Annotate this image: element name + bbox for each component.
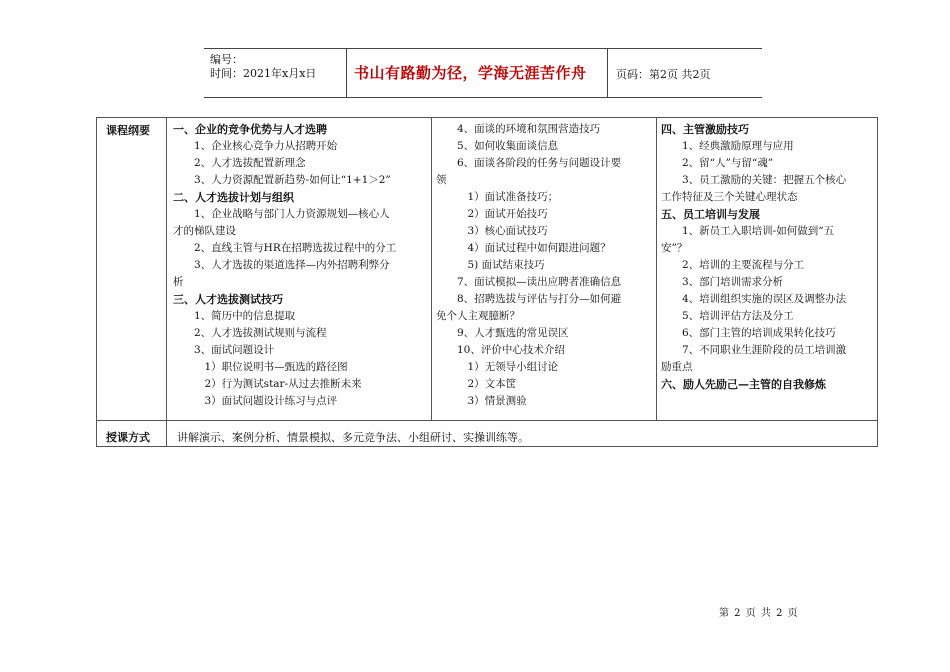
header-divider (346, 49, 347, 97)
outline-item: 9、人才甄选的常见误区 (436, 327, 569, 339)
outline-item: 1、新员工入职培训-如何做到“五 (661, 225, 835, 237)
methods-label: 授课方式 (106, 431, 150, 444)
outline-item: 4、面谈的环境和氛围营造技巧 (436, 123, 601, 135)
header-meta (204, 49, 346, 97)
outline-item: 2）面试开始技巧 (436, 208, 548, 220)
outline-item: 工作特征及三个关键心理状态 (661, 191, 798, 203)
table-divider (431, 118, 432, 420)
outline-item: 才的梯队建设 (173, 225, 236, 237)
outline-item: 3、部门培训需求分析 (661, 276, 784, 288)
outline-item: 2、留“人”与留“魂” (661, 157, 774, 169)
section-heading: 一、企业的竞争优势与人才选聘 (173, 123, 327, 136)
header-motto: 书山有路勤为径，学海无涯苦作舟 (354, 64, 587, 82)
outline-item: 3、人力资源配置新趋势-如何让“1+1＞2” (173, 174, 391, 186)
outline-item: 2）文本筐 (436, 378, 517, 390)
section-heading: 三、人才选拔测试技巧 (173, 293, 283, 306)
outline-item: 5、如何收集面谈信息 (436, 140, 559, 152)
outline-column-3 (661, 121, 846, 393)
document-header (204, 48, 762, 98)
outline-item: 2、人才选拔配置新理念 (173, 157, 306, 169)
outline-item: 10、评价中心技术介绍 (436, 344, 565, 356)
header-page-info: 页码：第2页 共2页 (616, 68, 711, 81)
outline-item: 3）情景测验 (436, 395, 527, 407)
methods-text: 讲解演示、案例分析、情景模拟、多元竞争法、小组研讨、实操训练等。 (177, 431, 529, 444)
table-divider (97, 420, 877, 421)
outline-item: 6、部门主管的培训成果转化技巧 (661, 327, 836, 339)
outline-item: 3、人才选拔的渠道选择—内外招聘利弊分 (173, 259, 390, 271)
code-label: 编号： (210, 53, 243, 66)
outline-label: 课程纲要 (106, 124, 150, 137)
outline-item: 2、培训的主要流程与分工 (661, 259, 805, 271)
outline-item: 3）面试问题设计练习与点评 (173, 395, 338, 407)
outline-item: 安”？ (661, 242, 688, 254)
outline-item: 8、招聘选拔与评估与打分—如何避 (436, 293, 622, 305)
outline-item: 2）行为测试star-从过去推断未来 (173, 378, 362, 390)
outline-item: 2、直线主管与HR在招聘选拔过程中的分工 (173, 242, 397, 254)
outline-item: 免个人主观臆断？ (436, 310, 520, 322)
page-footer: 第 2 页 共 2 页 (719, 608, 799, 619)
course-table (96, 117, 878, 447)
outline-item: 1）职位说明书—甄选的路径图 (173, 361, 348, 373)
outline-item: 6、面谈各阶段的任务与问题设计要 (436, 157, 622, 169)
outline-column-2 (436, 121, 621, 410)
outline-item: 励重点 (661, 361, 693, 373)
outline-item: 2、人才选拔测试规则与流程 (173, 327, 327, 339)
header-divider (607, 49, 608, 97)
outline-column-1 (173, 121, 396, 410)
table-divider (166, 118, 167, 446)
outline-item: 5、培训评估方法及分工 (661, 310, 794, 322)
time-label: 时间：2021年x月x日 (210, 67, 317, 80)
outline-item: 1）无领导小组讨论 (436, 361, 559, 373)
outline-item: 4、培训组织实施的误区及调整办法 (661, 293, 847, 305)
outline-item: 1、简历中的信息提取 (173, 310, 296, 322)
outline-item: 1、企业核心竞争力从招聘开始 (173, 140, 338, 152)
outline-item: 领 (436, 174, 447, 186)
section-heading: 二、人才选拔计划与组织 (173, 191, 294, 204)
outline-item: 3）核心面试技巧 (436, 225, 548, 237)
section-heading: 六、励人先励己—主管的自我修炼 (661, 378, 826, 391)
section-heading: 五、员工培训与发展 (661, 208, 760, 221)
outline-item: 5) 面试结束技巧 (436, 259, 545, 271)
outline-item: 1）面试准备技巧； (436, 191, 559, 203)
outline-item: 7、面试模拟—读出应聘者准确信息 (436, 276, 622, 288)
outline-item: 7、不同职业生涯阶段的员工培训激 (661, 344, 847, 356)
outline-item: 析 (173, 276, 184, 288)
outline-item: 1、经典激励原理与应用 (661, 140, 794, 152)
outline-item: 3、员工激励的关键：把握五个核心 (661, 174, 847, 186)
table-divider (656, 118, 657, 420)
outline-item: 1、企业战略与部门人力资源规划—核心人 (173, 208, 390, 220)
section-heading: 四、主管激励技巧 (661, 123, 749, 136)
outline-item: 4）面试过程中如何跟进问题？ (436, 242, 611, 254)
outline-item: 3、面试问题设计 (173, 344, 275, 356)
